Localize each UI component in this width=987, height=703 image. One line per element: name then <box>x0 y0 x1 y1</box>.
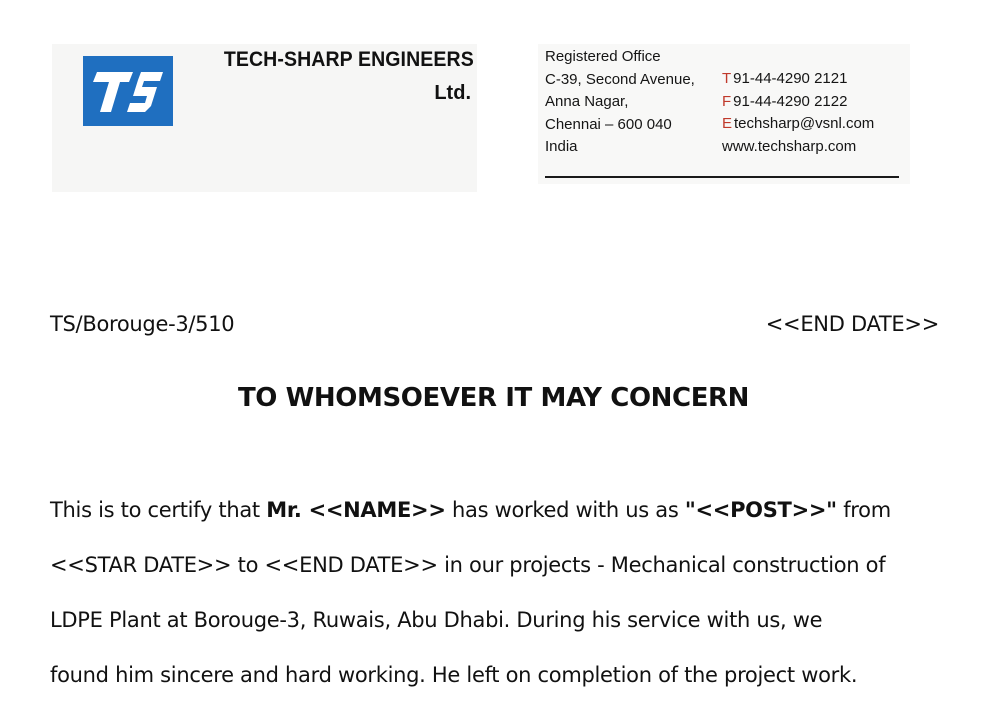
letter-heading: TO WHOMSOEVER IT MAY CONCERN <box>237 383 750 413</box>
registered-office-address <box>545 46 695 159</box>
body-text: This is to certify that <box>50 498 267 522</box>
employee-post: "<<POST>>" <box>684 498 837 522</box>
letter-body <box>50 483 940 703</box>
reference-number: TS/Borouge-3/510 <box>50 312 235 336</box>
body-text: from <box>836 498 891 522</box>
letterhead-divider <box>545 176 899 178</box>
fax-key: F <box>722 92 732 110</box>
employee-name: Mr. <<NAME>> <box>266 498 446 522</box>
address-line: Anna Nagar, <box>545 93 629 110</box>
email-key: E <box>722 115 733 132</box>
address-label: Registered Office <box>545 48 661 65</box>
letterhead-address-block <box>538 44 910 184</box>
address-line: Chennai – 600 040 <box>545 115 672 133</box>
ts-logo-icon <box>83 56 173 126</box>
contact-details <box>722 68 874 158</box>
address-line: India <box>545 138 578 155</box>
company-suffix: Ltd. <box>434 82 471 104</box>
body-line: LDPE Plant at Borouge-3, Ruwais, Abu Dhabi. During his service with us, we <box>50 608 823 632</box>
letterhead-brand <box>52 44 477 192</box>
email-line <box>722 113 874 136</box>
email-address: techsharp@vsnl.com <box>734 115 875 132</box>
website: www.techsharp.com <box>722 137 857 155</box>
letter-date: <<END DATE>> <box>765 312 939 336</box>
body-line: <<STAR DATE>> to <<END DATE>> in our projects - Mechanical construction of <box>50 553 886 577</box>
fax-number: 91-44-4290 2122 <box>733 92 848 110</box>
company-name: TECH-SHARP ENGINEERS <box>223 48 474 71</box>
phone-number: 91-44-4290 2121 <box>733 70 848 87</box>
body-line: found him sincere and hard working. He left on completion of the project work. <box>50 663 858 687</box>
body-text: has worked with us as <box>445 498 685 522</box>
fax-line <box>722 91 874 114</box>
phone-key: T <box>722 70 732 87</box>
phone-line <box>722 68 874 91</box>
body-line <box>50 483 940 538</box>
address-line: C-39, Second Avenue, <box>545 70 695 88</box>
